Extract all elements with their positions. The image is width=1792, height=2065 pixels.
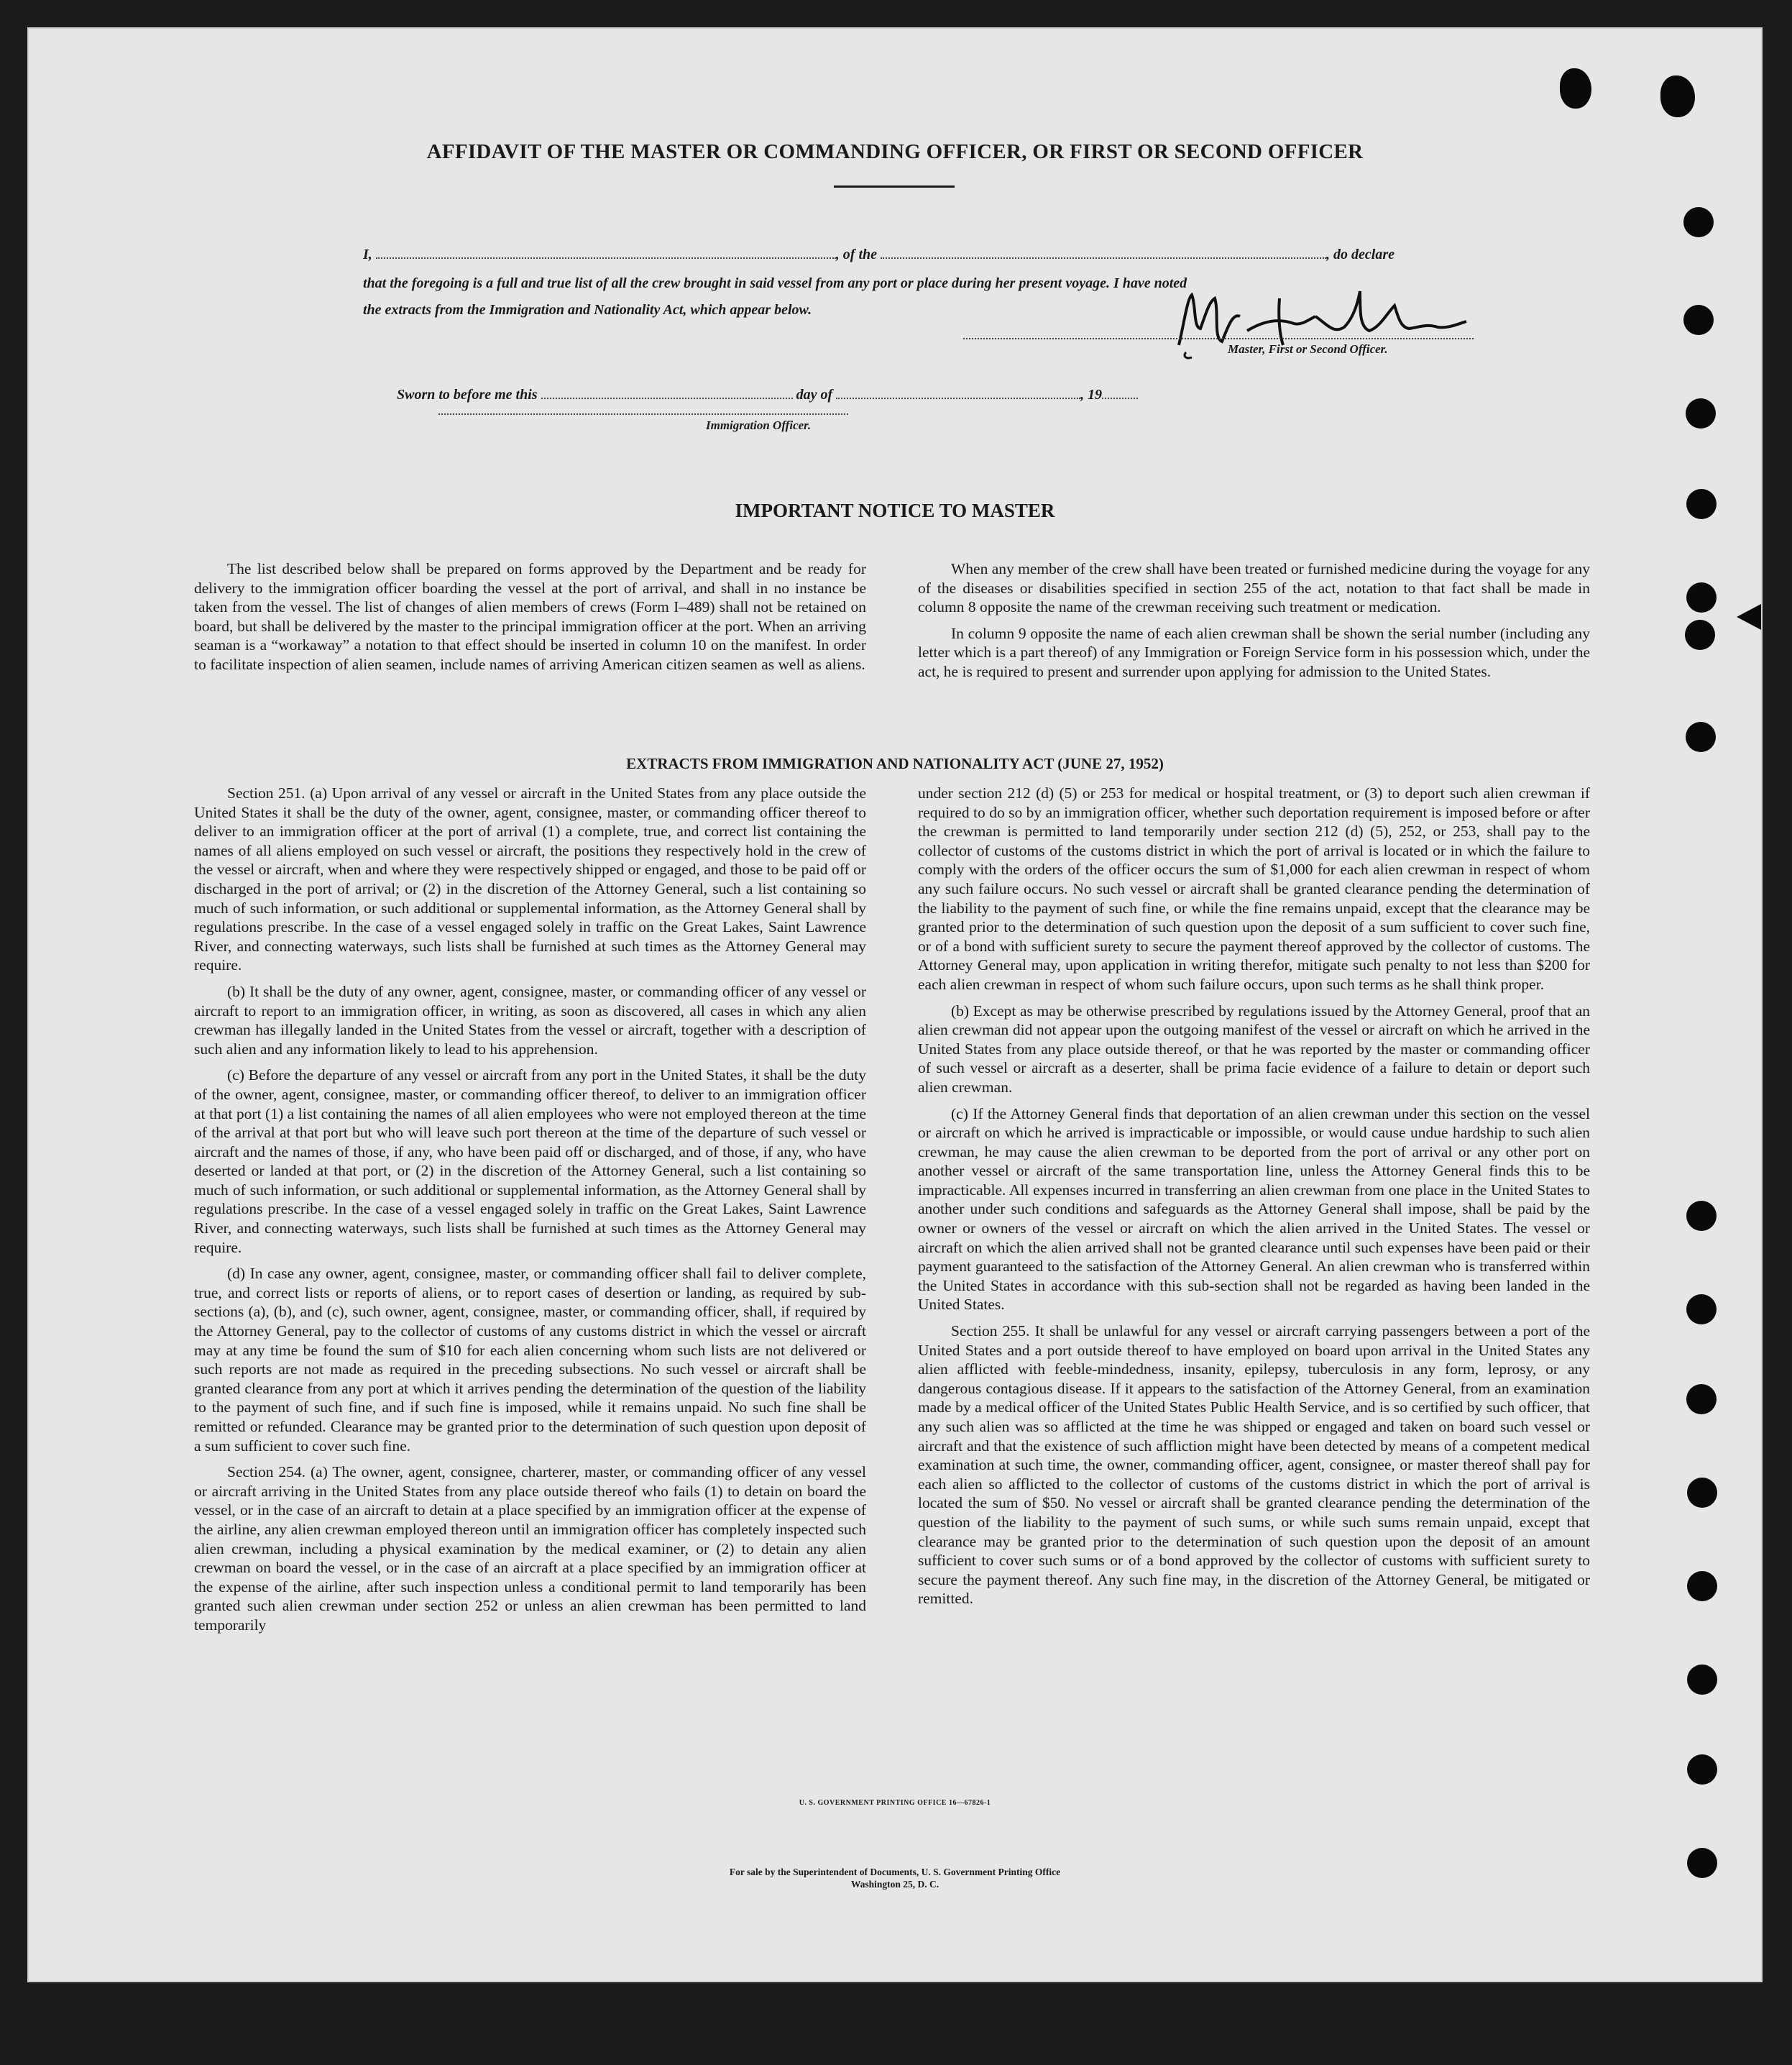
edge-notch xyxy=(1737,604,1761,630)
immigration-officer-caption: Immigration Officer. xyxy=(706,418,812,432)
for-sale-line-1: For sale by the Superintendent of Documents, U. S. Government Printing Office xyxy=(729,1867,1061,1877)
punch-hole xyxy=(1686,1201,1717,1231)
section-251-b: (b) It shall be the duty of any owner, agent, consignee, master, or commanding officer of any vessel or aircraft to report to an immigration officer, in writing, as soon as discovered, all cases in which any alien crewman has illegally landed in the United States from the vessel or aircraft, together with a description of such alien and any information likely to lead to his apprehension. xyxy=(194,982,866,1058)
notice-left-text: The list described below shall be prepared on forms approved by the Department and be ready for delivery to the immigration officer boarding the vessel at the port of arrival, and shall in no instance be taken from the vessel. The list of changes of alien members of crews (Form I–489) shall not be retained on board, but shall be delivered by the master to the principal immigration officer at the port. When an arriving seaman is a “workaway” a notation to that effect should be inserted in column 10 on the manifest. In order to facilitate inspection of alien seamen, include names of arriving American citizen seamen as well as aliens. xyxy=(194,560,866,673)
extracts-right-column xyxy=(918,784,1590,1616)
gpo-imprint: U. S. GOVERNMENT PRINTING OFFICE 16—67826-1 xyxy=(799,1799,991,1807)
ink-blot xyxy=(1660,75,1695,117)
year-field[interactable] xyxy=(1102,385,1138,399)
year-label: , 19 xyxy=(1080,387,1103,403)
punch-hole xyxy=(1687,1754,1717,1785)
title-rule xyxy=(834,186,955,188)
day-of-label: day of xyxy=(796,387,833,403)
section-251-a: Section 251. (a) Upon arrival of any vessel or aircraft in the United States from any place outside the United States it shall be the duty of the owner, agent, consignee, master, or commanding officer thereof to deliver to an immigration officer at the port of arrival (1) a complete, true, and correct list containing the names of all aliens employed on such vessel or aircraft, the positions they respectively hold in the crew of the vessel or aircraft, when and where they were respectively shipped or engaged, and those to be paid off or discharged in the port of arrival; or (2) in the discretion of the Attorney General, such a list containing so much of such information, or such additional or supplemental information, as the Attorney General shall by regulations prescribe. In the case of a vessel engaged solely in traffic on the Great Lakes, Saint Lawrence River, and connecting waterways, such lists shall be furnished at such times as the Attorney General may require. xyxy=(194,784,866,974)
punch-hole xyxy=(1686,398,1716,429)
i-label: I, xyxy=(363,247,372,262)
notice-title: IMPORTANT NOTICE TO MASTER xyxy=(735,500,1055,521)
section-254-c: (c) If the Attorney General finds that deportation of an alien crewman under this section on the vessel or aircraft on which he arrived is impracticable or impossible, or would cause undue hardship to such alien crewman, he may cause the alien crewman to be deported from the port of arrival or any other port on another vessel or aircraft of the same transportation line, unless the Attorney General finds this to be impracticable. All expenses incurred in transferring an alien crewman from one place in the United States to another under such conditions and safeguards as the Attorney General shall impose, shall be paid by the owner or owners of the vessel or aircraft on which the alien arrived in the United States. The vessel or aircraft on which the alien arrived shall not be granted clearance until such expenses have been paid or their payment guaranteed to the satisfaction of the Attorney General. An alien crewman who is transferred within the United States in accordance with this sub-section shall not be regarded as having been landed in the United States. xyxy=(918,1104,1590,1314)
section-251-c: (c) Before the departure of any vessel or aircraft from any port in the United States, it shall be the duty of the owner, agent, consignee, master, or commanding officer thereof, to deliver to an immigration officer at that port (1) a list containing the names of all alien employees who were not employed thereon at the time of the arrival at that port but who will leave such port thereon at the time of the departure of such vessel or aircraft and the names of those, if any, who have been paid off or discharged, and of those, if any, who have deserted or landed at that port, or (2) in the discretion of the Attorney General, such a list containing so much of such information, or such additional or supplemental information, as the Attorney General shall by regulations prescribe. In the case of a vessel engaged solely in traffic on the Great Lakes, Saint Lawrence River, and connecting waterways, such lists shall be furnished at such times as the Attorney General may require. xyxy=(194,1066,866,1256)
for-sale-line-2: Washington 25, D. C. xyxy=(850,1879,939,1890)
affidavit-title: AFFIDAVIT OF THE MASTER OR COMMANDING OFFICER, OR FIRST OR SECOND OFFICER xyxy=(426,140,1364,163)
ink-blot xyxy=(1560,68,1591,109)
day-field[interactable] xyxy=(541,385,793,399)
notice-right-p1: When any member of the crew shall have been treated or furnished medicine during the voyage for any of the diseases or disabilities specified in section 255 of the act, notation to that fact shall be made in column 8 opposite the name of the crewman receiving such treatment or medication. xyxy=(918,560,1590,616)
signature-line xyxy=(963,338,1474,339)
punch-hole xyxy=(1686,722,1716,752)
punch-hole xyxy=(1687,1478,1717,1508)
section-254-a: Section 254. (a) The owner, agent, consignee, charterer, master, or commanding officer of any vessel or aircraft arriving in the United States from any place outside thereof who fails (1) to detain on board the vessel, or in the case of an aircraft to detain at a place specified by an immigration officer at the expense of the airline, any alien crewman employed thereon until an immigration officer has completely inspected such alien crewman, including a physical examination by the medical examiner, or (2) to detain any alien crewman on board the vessel, or in the case of an aircraft at a place specified by an immigration officer at the expense of the airline, after such inspection unless a conditional permit to land temporarily has been granted such alien crewman under section 252 or unless an alien crewman has been permitted to land temporarily xyxy=(194,1463,866,1634)
sworn-line xyxy=(397,385,1259,403)
section-255: Section 255. It shall be unlawful for any vessel or aircraft carrying passengers between a port of the United States and a port outside thereof to have employed on board upon arrival in the United States any alien afflicted with feeble-mindedness, insanity, epilepsy, tuberculosis in any form, leprosy, or any dangerous contagious disease. If it appears to the satisfaction of the Attorney General, from an examination made by a medical officer of the United States Public Health Service, and is so certified by such officer, that any such alien was so afflicted at the time he was shipped or engaged and taken on board such vessel or aircraft and that the existence of such affliction might have been detected by means of a competent medical examination at such time, the owner, commanding officer, agent, consignee, or master thereof shall pay for each alien so afflicted to the collector of customs of the customs district in which the port of arrival is located the sum of $50. No vessel or aircraft shall be granted clearance pending the determination of the question of the liability to the payment of such sums, or while such sums remain unpaid, except that clearance may be granted prior to the determination of such question upon the deposit of an amount sufficient to cover such sums or of a bond approved by the collector of customs with sufficient surety to secure the payment thereof. Any such fine may, in the discretion of the Attorney General, be mitigated or remitted. xyxy=(918,1322,1590,1608)
signature-caption: Master, First or Second Officer. xyxy=(1228,342,1388,356)
declaration-line-2: the extracts from the Immigration and Nationality Act, which appear below. xyxy=(363,302,812,318)
of-the-label: , of the xyxy=(835,247,878,262)
month-field[interactable] xyxy=(836,385,1080,399)
immigration-officer-line xyxy=(438,413,848,415)
extracts-left-column xyxy=(194,784,866,1642)
section-254-a-cont: under section 212 (d) (5) or 253 for medical or hospital treatment, or (3) to deport such alien crewman if required to do so by an immigration officer, whether such deportation requirement is imposed before or after the crewman is permitted to land temporarily under section 212 (d) (5), 252, or 253, shall pay to the collector of customs of the customs district in which the port of arrival is located or in which the failure to comply with the orders of the officer occurs the sum of $1,000 for each alien crewman in respect of whom any such failure occurs. No such vessel or aircraft shall be granted clearance pending the determination of the liability to the payment of such fine, or while the fine remains unpaid, except that the clearance may be granted prior to the determination of such question upon the deposit of a sum sufficient to cover such fine, or of a bond with sufficient surety to secure the payment thereof approved by the collector of customs. The Attorney General may, upon application in writing therefor, mitigate such penalty to not less than $200 for each alien crewman in respect of whom such failure occurs, upon such terms as he shall think proper. xyxy=(918,784,1590,993)
punch-hole xyxy=(1687,1571,1717,1601)
punch-hole xyxy=(1683,305,1714,335)
section-251-d: (d) In case any owner, agent, consignee, master, or commanding officer shall fail to deliver complete, true, and correct lists or reports of aliens, or to report cases of desertion or landing, as required by sub-sections (a), (b), and (c), such owner, agent, consignee, master, or commanding officer, shall, if required by the Attorney General, pay to the collector of customs of any customs district in which the vessel or aircraft may at any time be found the sum of $10 for each alien concerning whom such lists are not delivered or such reports are not made as required in the preceding subsections. No such vessel or aircraft shall be granted clearance from any port at which it arrives pending the determination of the question of the liability to the payment of such fine, and if such fine is imposed, while it remains unpaid. No such fine shall be remitted or refunded. Clearance may be granted prior to the determination of such question upon deposit of a sum sufficient to cover such fine. xyxy=(194,1265,866,1455)
form-page xyxy=(29,29,1761,1981)
name-field[interactable] xyxy=(376,244,836,259)
notice-left-column xyxy=(194,559,866,682)
for-sale-notice xyxy=(29,1866,1761,1890)
extracts-title: EXTRACTS FROM IMMIGRATION AND NATIONALITY ACT (JUNE 27, 1952) xyxy=(626,755,1164,772)
punch-hole xyxy=(1686,582,1717,613)
declaration-line-1: that the foregoing is a full and true list of all the crew brought in said vessel from any port or place during her present voyage. I have noted xyxy=(363,275,1187,291)
section-254-b: (b) Except as may be otherwise prescribed by regulations issued by the Attorney General, proof that an alien crewman did not appear upon the outgoing manifest of the vessel or aircraft on which he arrived in the United States from any place outside thereof, or that he was reported by the master or commanding officer of such vessel or aircraft as a deserter, shall be prima facie evidence of a failure to detain or deport such alien crewman. xyxy=(918,1002,1590,1096)
affidavit-line-1 xyxy=(363,244,1481,263)
punch-hole xyxy=(1683,207,1714,237)
punch-hole xyxy=(1685,620,1715,650)
punch-hole xyxy=(1687,1665,1717,1695)
do-declare-label: , do declare xyxy=(1326,247,1394,262)
punch-hole xyxy=(1686,1384,1717,1414)
notice-right-column xyxy=(918,559,1590,689)
sworn-label: Sworn to before me this xyxy=(397,387,538,403)
punch-hole xyxy=(1686,1294,1717,1324)
notice-right-p2: In column 9 opposite the name of each alien crewman shall be shown the serial number (including any letter which is a part thereof) of any Immigration or Foreign Service form in his possession which, under the act, he is required to present and surrender upon applying for admission to the United States. xyxy=(918,624,1590,680)
vessel-field[interactable] xyxy=(881,244,1326,259)
